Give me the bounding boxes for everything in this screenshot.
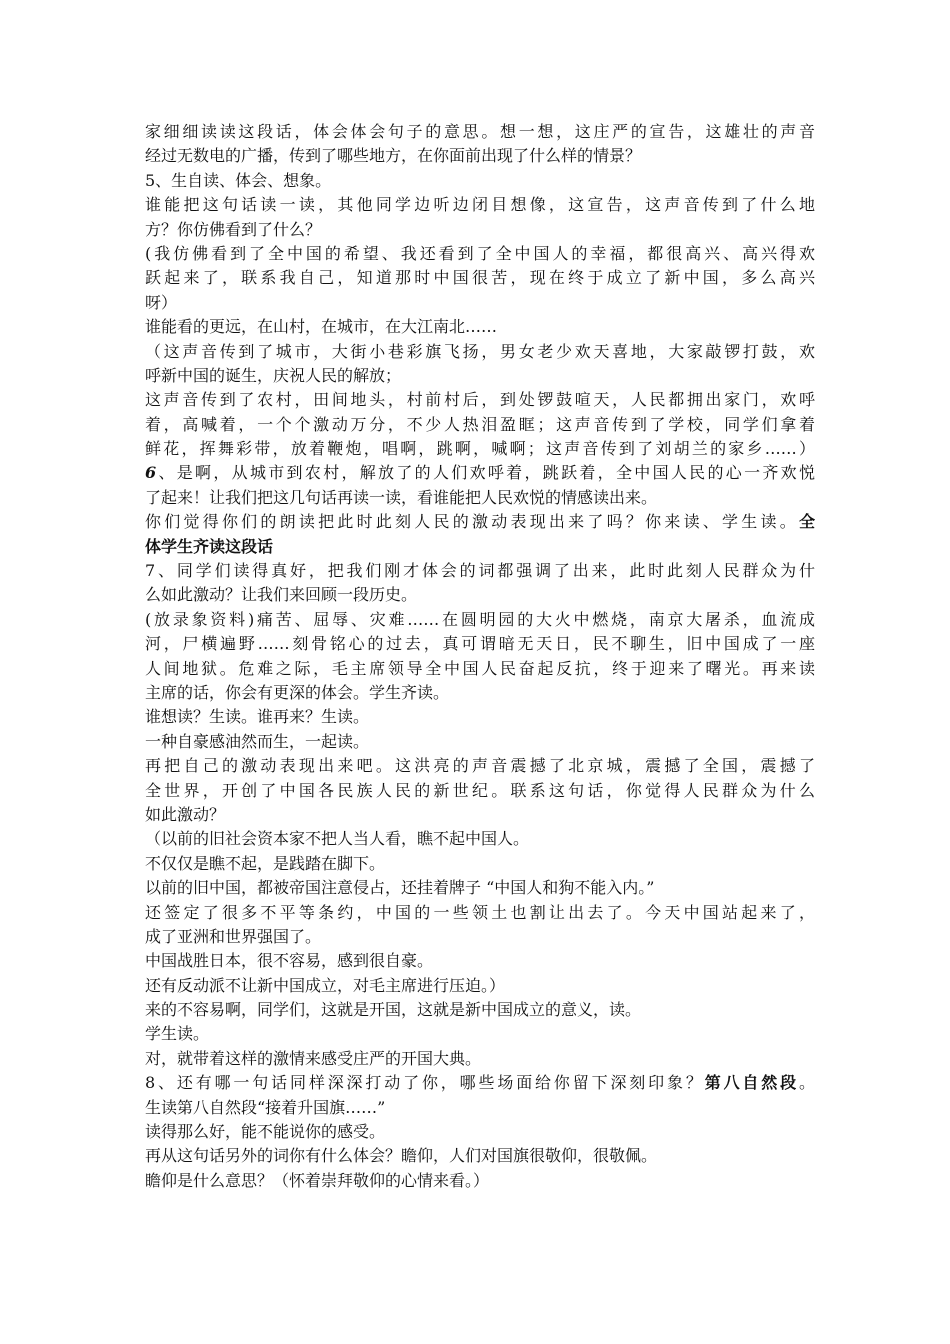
line-text: 不仅仅是瞧不起，是践踏在脚下。 bbox=[145, 853, 386, 873]
text-line bbox=[145, 779, 815, 803]
text-line bbox=[145, 657, 815, 681]
line-text: 中国战胜日本，很不容易，感到很自豪。 bbox=[145, 951, 434, 971]
item-number: 6 bbox=[145, 463, 157, 483]
line-text: 再从这句话另外的词你有什么体会？瞻仰，人们对国旗很敬仰，很敬佩。 bbox=[145, 1146, 658, 1166]
line-text: 以前的旧中国，都被帝国注意侵占，还挂着牌子 “中国人和狗不能入内。” bbox=[145, 878, 655, 898]
line-text: 学生读。 bbox=[145, 1024, 210, 1044]
line-text: 7、同学们读得真好，把我们刚才体会的词都强调了出来，此时此刻人民群众为什 bbox=[145, 561, 815, 581]
line-text: 、是啊，从城市到农村，解放了的人们欢呼着，跳跃着，全中国人民的心一齐欢悦 bbox=[156, 463, 815, 483]
text-line bbox=[145, 1120, 815, 1144]
text-line bbox=[145, 1022, 815, 1046]
text-line bbox=[145, 510, 815, 534]
text-line bbox=[145, 876, 815, 900]
text-line bbox=[145, 193, 815, 217]
text-line bbox=[145, 608, 815, 632]
line-text: 鲜花，挥舞彩带，放着鞭炮，唱啊，跳啊，喊啊；这声音传到了刘胡兰的家乡……） bbox=[145, 439, 815, 459]
line-text: 呼新中国的诞生，庆祝人民的解放； bbox=[145, 365, 402, 385]
line-text: 谁能把这句话读一读，其他同学边听边闭目想像，这宣告，这声音传到了什么地 bbox=[145, 195, 815, 215]
bold-emphasis: 第八自然段 bbox=[704, 1073, 799, 1093]
line-text: 主席的话，你会有更深的体会。学生齐读。 bbox=[145, 682, 450, 702]
line-text: 还有反动派不让新中国成立，对毛主席进行压迫。） bbox=[145, 975, 506, 995]
line-text: 成了亚洲和世界强国了。 bbox=[145, 926, 322, 946]
line-text: 8、还有哪一句话同样深深打动了你，哪些场面给你留下深刻印象？ bbox=[145, 1073, 705, 1093]
line-text: (我仿佛看到了全中国的希望、我还看到了全中国人的幸福，都很高兴、高兴得欢 bbox=[145, 243, 815, 263]
line-text: 全世界，开创了中国各民族人民的新世纪。联系这句话，你觉得人民群众为什么 bbox=[145, 780, 815, 800]
text-line bbox=[145, 242, 815, 266]
line-text: 你们觉得你们的朗读把此时此刻人民的激动表现出来了吗？你来读、学生读。 bbox=[145, 512, 799, 532]
line-text: 么如此激动？让我们来回顾一段历史。 bbox=[145, 585, 418, 605]
text-line bbox=[145, 388, 815, 412]
bold-emphasis: 全 bbox=[798, 512, 815, 532]
text-line bbox=[145, 1047, 815, 1071]
line-text: 瞻仰是什么意思？（怀着崇拜敬仰的心情来看。） bbox=[145, 1170, 490, 1190]
line-text: 一种自豪感油然而生，一起读。 bbox=[145, 731, 370, 751]
text-line bbox=[145, 1096, 815, 1120]
text-line bbox=[145, 340, 815, 364]
text-line bbox=[145, 559, 815, 583]
text-line bbox=[145, 461, 815, 485]
line-text: 跃起来了，联系我自己，知道那时中国很苦，现在终于成立了新中国，多么高兴 bbox=[145, 268, 815, 288]
text-line bbox=[145, 169, 815, 193]
line-text: 着，高喊着，一个个激动万分，不少人热泪盈眶；这声音传到了学校，同学们拿着 bbox=[145, 414, 815, 434]
text-line bbox=[145, 583, 815, 607]
text-line bbox=[145, 730, 815, 754]
text-line bbox=[145, 754, 815, 778]
text-line bbox=[145, 120, 815, 144]
line-text: (放录象资料)痛苦、屈辱、灾难……在圆明园的大火中燃烧，南京大屠杀，血流成 bbox=[145, 609, 815, 629]
line-text: 了起来！让我们把这几句话再读一读，看谁能把人民欢悦的情感读出来。 bbox=[145, 487, 658, 507]
line-text: 来的不容易啊，同学们，这就是开国，这就是新中国成立的意义，读。 bbox=[145, 1000, 642, 1020]
line-text: 谁能看的更远，在山村，在城市，在大江南北…… bbox=[145, 317, 498, 337]
line-tail: 。 bbox=[798, 1073, 815, 1093]
text-line bbox=[145, 535, 815, 559]
text-line bbox=[145, 291, 815, 315]
line-text: 呀） bbox=[145, 292, 178, 312]
line-text: 5、生自读、体会、想象。 bbox=[145, 170, 332, 190]
text-line bbox=[145, 803, 815, 827]
text-line bbox=[145, 974, 815, 998]
text-line bbox=[145, 925, 815, 949]
text-line bbox=[145, 437, 815, 461]
text-line bbox=[145, 998, 815, 1022]
text-line bbox=[145, 1071, 815, 1095]
line-text: 再把自己的激动表现出来吧。这洪亮的声音震撼了北京城，震撼了全国，震撼了 bbox=[145, 756, 815, 776]
text-line bbox=[145, 901, 815, 925]
line-text: 还签定了很多不平等条约，中国的一些领土也割让出去了。今天中国站起来了， bbox=[145, 902, 815, 922]
document-body bbox=[145, 120, 815, 1193]
line-text: 经过无数电的广播，传到了哪些地方，在你面前出现了什么样的情景？ bbox=[145, 146, 642, 166]
text-line bbox=[145, 364, 815, 388]
line-text: 人间地狱。危难之际，毛主席领导全中国人民奋起反抗，终于迎来了曙光。再来读 bbox=[145, 658, 815, 678]
line-text: 谁想读？生读。谁再来？生读。 bbox=[145, 707, 370, 727]
text-line bbox=[145, 705, 815, 729]
line-text: （以前的旧社会资本家不把人当人看，瞧不起中国人。 bbox=[145, 829, 530, 849]
text-line bbox=[145, 632, 815, 656]
text-line bbox=[145, 144, 815, 168]
line-text: 河，尸横遍野……刻骨铭心的过去，真可谓暗无天日，民不聊生，旧中国成了一座 bbox=[145, 634, 815, 654]
text-line bbox=[145, 315, 815, 339]
text-line bbox=[145, 1169, 815, 1193]
text-line bbox=[145, 413, 815, 437]
text-line bbox=[145, 681, 815, 705]
text-line bbox=[145, 1144, 815, 1168]
line-text: 读得那么好，能不能说你的感受。 bbox=[145, 1122, 386, 1142]
line-text: 家细细读读这段话，体会体会句子的意思。想一想，这庄严的宣告，这雄壮的声音 bbox=[145, 122, 815, 141]
line-text: 生读第八自然段“接着升国旗……” bbox=[145, 1097, 386, 1117]
text-line bbox=[145, 218, 815, 242]
line-text: 方？你仿佛看到了什么？ bbox=[145, 219, 322, 239]
line-text: 对，就带着这样的激情来感受庄严的开国大典。 bbox=[145, 1048, 482, 1068]
text-line bbox=[145, 949, 815, 973]
text-line bbox=[145, 266, 815, 290]
text-line bbox=[145, 486, 815, 510]
text-line bbox=[145, 827, 815, 851]
line-text: （这声音传到了城市，大街小巷彩旗飞扬，男女老少欢天喜地，大家敲锣打鼓，欢 bbox=[145, 341, 815, 361]
line-text: 如此激动？ bbox=[145, 804, 226, 824]
bold-emphasis: 体学生齐读这段话 bbox=[145, 536, 274, 556]
line-text: 这声音传到了农村，田间地头，村前村后，到处锣鼓喧天，人民都拥出家门，欢呼 bbox=[145, 390, 815, 410]
text-line bbox=[145, 852, 815, 876]
